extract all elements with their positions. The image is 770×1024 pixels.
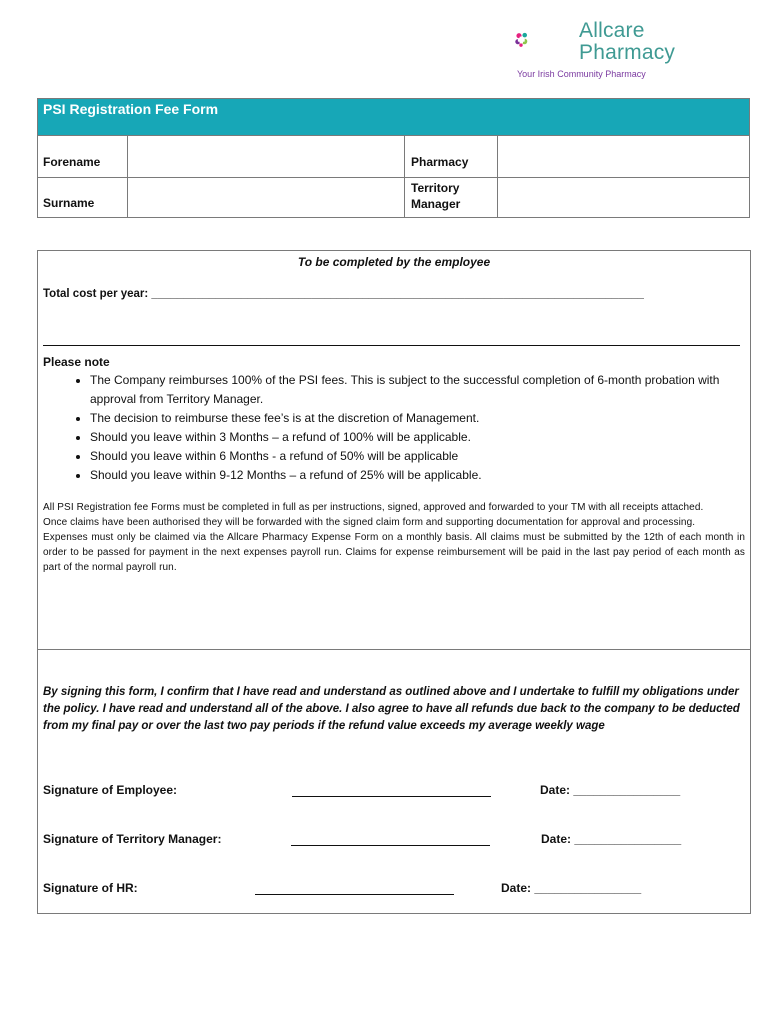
pharmacy-field[interactable] — [498, 137, 749, 177]
logo-name — [579, 20, 675, 64]
tm-signature-label: Signature of Territory Manager: — [43, 832, 222, 846]
declaration-text: By signing this form, I confirm that I have read and understand as outlined above and I undertake to fulfill my obligations under the policy. I have read and understand all of the above. I also agree to have all refunds due back to the company to be deducted from my final pay or over the last two pay periods if the refund value exceeds my average weekly wage — [43, 686, 740, 732]
note-item: • The decision to reimburse these fee’s is at the discretion of Management. — [90, 409, 750, 428]
logo-name-line1: Allcare — [579, 19, 645, 42]
allcare-logo-icon — [515, 18, 575, 66]
pharmacy-label: Pharmacy — [411, 155, 469, 169]
instructions-paragraph: Expenses must only be claimed via the Allcare Pharmacy Expense Form on a monthly basis. All claims must be submitted by the 12th of each month in order to be passed for payment in the next expenses payroll run. Claims for expense reimbursement will be paid in the last pay period of each month as part of the normal payroll run. — [43, 532, 745, 573]
blank-rule — [43, 345, 740, 346]
notes-list — [43, 371, 750, 485]
employee-date[interactable]: Date: ________________ — [540, 783, 681, 797]
hr-date[interactable]: Date: ________________ — [501, 881, 642, 895]
note-item: • Should you leave within 6 Months - a refund of 50% will be applicable — [90, 447, 750, 466]
tm-signature-line[interactable] — [291, 845, 490, 846]
form-title: PSI Registration Fee Form — [43, 101, 219, 117]
note-item: • Should you leave within 9-12 Months – a refund of 25% will be applicable. — [90, 466, 750, 485]
surname-label: Surname — [43, 196, 95, 210]
instructions-text — [43, 500, 745, 575]
hr-signature-label: Signature of HR: — [43, 881, 138, 895]
forename-field[interactable] — [128, 137, 404, 177]
surname-field[interactable] — [128, 178, 404, 217]
territory-manager-label-line1: Territory — [411, 181, 460, 195]
note-item: • Should you leave within 3 Months – a refund of 100% will be applicable. — [90, 428, 750, 447]
logo-name-line2: Pharmacy — [579, 41, 676, 64]
please-note-heading: Please note — [43, 355, 110, 369]
employee-signature-line[interactable] — [292, 796, 491, 797]
employee-signature-label: Signature of Employee: — [43, 783, 178, 797]
employee-section-title: To be completed by the employee — [297, 255, 491, 269]
instructions-paragraph: All PSI Registration fee Forms must be completed in full as per instructions, signed, approved and forwarded to your TM with all receipts attached. — [43, 502, 704, 513]
territory-manager-label-line2: Manager — [411, 197, 461, 211]
note-item: • The Company reimburses 100% of the PSI fees. This is subject to the successful completion of 6-month probation with approval from Territory Manager. — [90, 371, 750, 409]
tm-date[interactable]: Date: ________________ — [541, 832, 682, 846]
instructions-paragraph: Once claims have been authorised they will be forwarded with the signed claim form and supporting documentation for approval and processing. — [43, 517, 696, 528]
forename-label: Forename — [43, 155, 101, 169]
total-cost-line[interactable]: Total cost per year: _____________________________________________________________________________ — [43, 288, 644, 300]
territory-manager-field[interactable] — [498, 178, 749, 217]
territory-manager-label — [411, 180, 460, 212]
hr-signature-line[interactable] — [255, 894, 454, 895]
details-col-divider-2 — [404, 136, 405, 218]
logo-tagline: Your Irish Community Pharmacy — [517, 69, 646, 79]
